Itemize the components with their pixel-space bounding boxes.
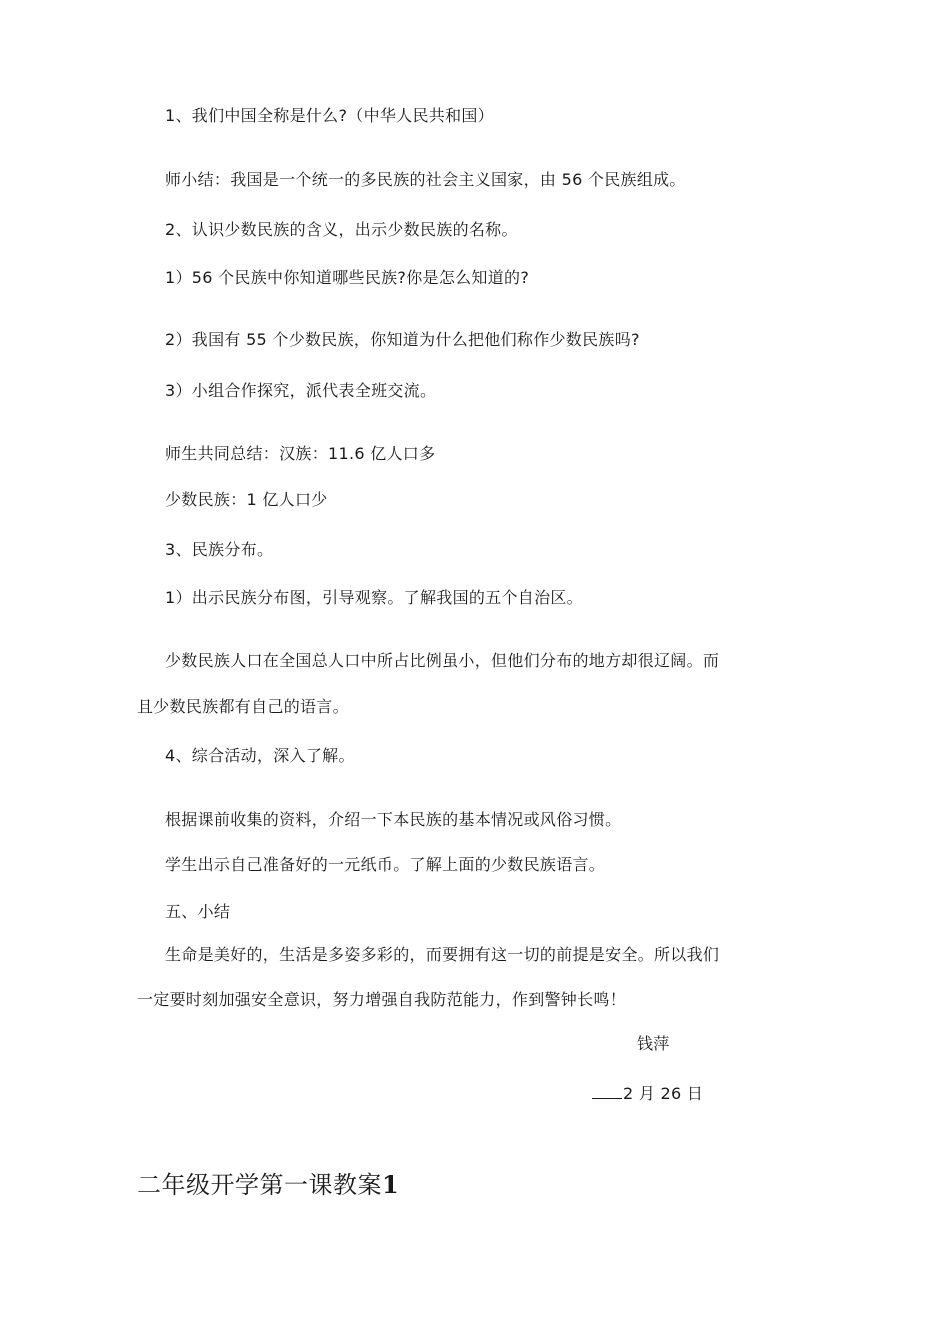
text-line-question-1: 1、我们中国全称是什么?（中华人民共和国）: [165, 106, 494, 125]
text-line-sub-3: 3）小组合作探究，派代表全班交流。: [165, 381, 437, 400]
text-line-closing-start: 生命是美好的，生活是多姿多彩的，而要拥有这一切的前提是安全。所以我们: [165, 945, 720, 964]
text-line-joint-summary: 师生共同总结：汉族：11.6 亿人口多: [165, 444, 436, 463]
date-blank-underline: [592, 1084, 622, 1099]
text-line-paragraph-start: 少数民族人口在全国总人口中所占比例虽小，但他们分布的地方却很辽阔。而: [165, 651, 720, 670]
heading-text: 二年级开学第一课教案: [137, 1171, 382, 1199]
text-line-paragraph-continued: 且少数民族都有自己的语言。: [137, 697, 349, 716]
heading-number: 1: [382, 1170, 400, 1199]
text-line-item-4: 4、综合活动，深入了解。: [165, 746, 355, 765]
text-line-collected-materials: 根据课前收集的资料，介绍一下本民族的基本情况或风俗习惯。: [165, 810, 622, 829]
lesson-plan-heading: [137, 1170, 399, 1200]
section-title-summary: 五、小结: [165, 902, 231, 921]
date-text: 2 月 26 日: [623, 1084, 704, 1103]
text-line-paper-money: 学生出示自己准备好的一元纸币。了解上面的少数民族语言。: [165, 855, 606, 874]
text-line-item-2: 2、认识少数民族的含义，出示少数民族的名称。: [165, 220, 518, 239]
text-line-sub-2: 2）我国有 55 个少数民族，你知道为什么把他们称作少数民族吗?: [165, 330, 640, 349]
text-line-minority-population: 少数民族：1 亿人口少: [165, 490, 328, 509]
text-line-teacher-summary: 师小结：我国是一个统一的多民族的社会主义国家，由 56 个民族组成。: [165, 170, 686, 189]
text-line-distribution-map: 1）出示民族分布图，引导观察。了解我国的五个自治区。: [165, 588, 583, 607]
text-line-closing-continued: 一定要时刻加强安全意识，努力增强自我防范能力，作到警钟长鸣！: [137, 990, 627, 1009]
text-line-sub-1: 1）56 个民族中你知道哪些民族?你是怎么知道的?: [165, 268, 530, 287]
text-line-item-3: 3、民族分布。: [165, 540, 274, 559]
author-signature: 钱萍: [637, 1034, 670, 1053]
date-line: [592, 1084, 703, 1104]
